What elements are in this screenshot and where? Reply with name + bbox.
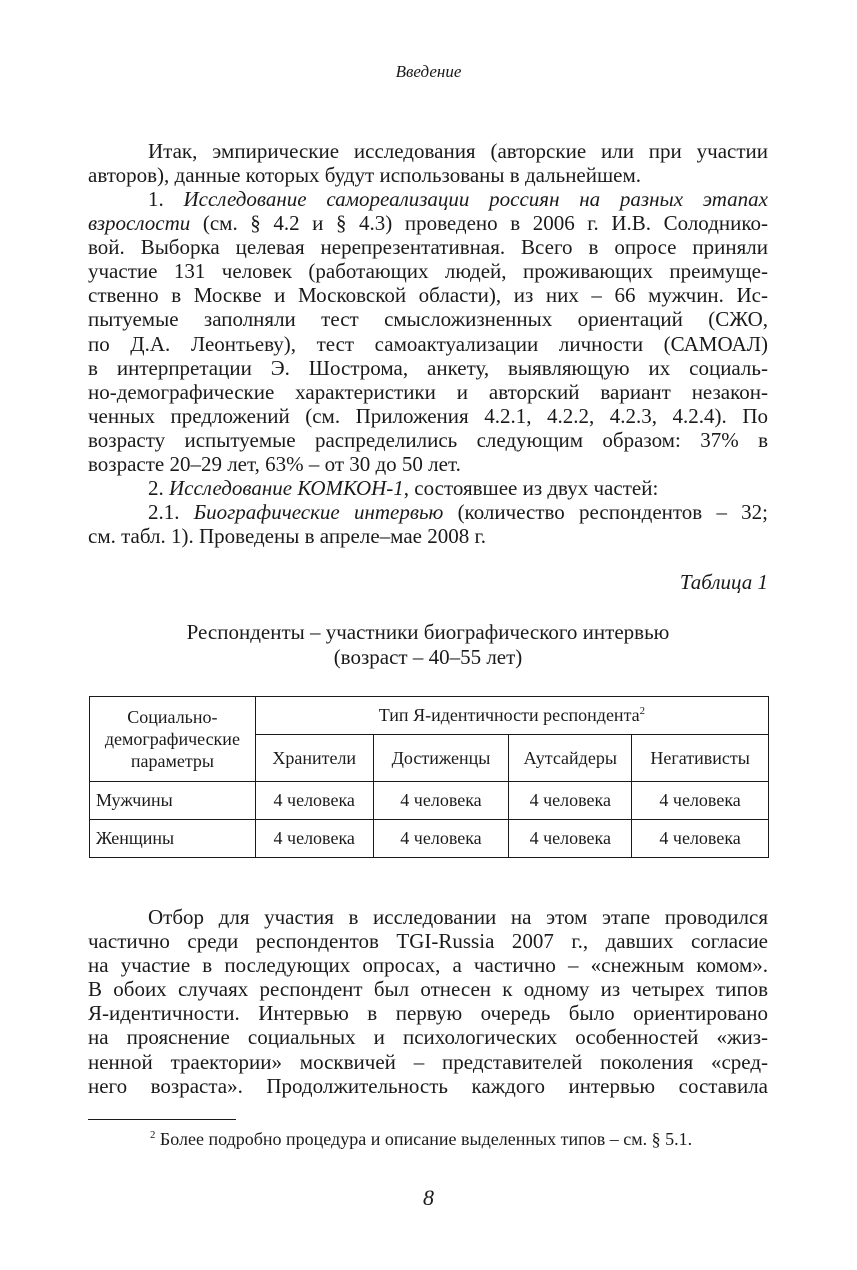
- footnote-ref: 2: [639, 705, 646, 717]
- text-line: [88, 953, 768, 977]
- row-header-line: Социально-: [127, 707, 218, 727]
- text-line: [88, 1025, 768, 1049]
- paragraph-study-2-1: [88, 500, 768, 548]
- text-line: [88, 452, 768, 476]
- text-run: вой. Выборка целевая нерепрезентативная. Всего в опросе приняли: [88, 235, 768, 260]
- text-line: [88, 307, 768, 331]
- table-cell: 4 человека: [255, 820, 373, 858]
- text-run: Отбор для участия в исследовании на этом этапе проводился: [148, 905, 768, 929]
- text-line: [88, 476, 768, 500]
- text-run: (количество респондентов – 32;: [443, 500, 768, 524]
- paragraph-study-1: [88, 187, 768, 476]
- footnote: [150, 1128, 768, 1150]
- footnote-rule: [88, 1119, 236, 1120]
- text-run: 2.1.: [148, 500, 194, 524]
- text-run: в интерпретации Э. Шострома, анкету, выявляющую их социаль-: [88, 355, 768, 380]
- text-run: ненной траектории» москвичей – представителей поколения «сред-: [88, 1049, 768, 1074]
- italic-text: Биографические интервью: [193, 500, 444, 524]
- text-run: , состоявшее из двух частей:: [403, 476, 659, 500]
- table-cell: 4 человека: [373, 782, 509, 820]
- paragraph-study-2: [88, 476, 768, 500]
- text-line: [88, 929, 768, 953]
- group-header-cell: [255, 697, 768, 735]
- text-line: [88, 187, 768, 211]
- text-line: [88, 977, 768, 1001]
- row-header-line: параметры: [130, 751, 214, 771]
- column-header: Негативисты: [632, 735, 769, 782]
- paragraph-selection: [88, 905, 768, 1098]
- text-line: [88, 380, 768, 404]
- text-run: пытуемые заполняли тест смысложизненных ориентаций (СЖО,: [88, 307, 768, 332]
- text-run: Итак, эмпирические исследования (авторские или при участии: [148, 139, 768, 163]
- text-run: см. табл. 1). Проведены в апреле–мае 2008 г.: [88, 524, 486, 549]
- table-caption-line: Респонденты – участники биографического интервью: [186, 620, 670, 644]
- text-line: [88, 259, 768, 283]
- text-line: [88, 163, 768, 187]
- italic-text: взрослости: [88, 211, 191, 236]
- table-cell: 4 человека: [255, 782, 373, 820]
- text-line: [88, 332, 768, 356]
- text-run: В обоих случаях респондент был отнесен к одному из четырех типов: [88, 977, 768, 1002]
- text-run: него возраста». Продолжительность каждого интервью составила: [88, 1073, 768, 1098]
- text-run: 2.: [148, 476, 169, 500]
- italic-text: Исследование самореализации россиян на разных этапах: [183, 187, 769, 211]
- text-line: [88, 524, 768, 548]
- table-cell: 4 человека: [632, 820, 769, 858]
- text-run: частично среди респондентов TGI-Russia 2007 г., давших согласие: [88, 929, 768, 954]
- text-run: возрасту испытуемые распределились следующим образом: 37% в: [88, 427, 768, 452]
- text-line: [88, 235, 768, 259]
- footnote-marker: 2: [150, 1129, 156, 1141]
- text-line: [88, 283, 768, 307]
- text-line: [88, 500, 768, 524]
- text-line: [88, 905, 768, 929]
- table-cell: 4 человека: [373, 820, 509, 858]
- table-cell: 4 человека: [509, 820, 632, 858]
- text-run: 1.: [148, 187, 184, 211]
- column-header: Хранители: [255, 735, 373, 782]
- text-run: но-демографические характеристики и авторский вариант незакон-: [88, 379, 768, 404]
- text-line: [88, 404, 768, 428]
- row-header-cell: [90, 697, 256, 782]
- row-label: Женщины: [90, 820, 256, 858]
- respondents-table: [89, 696, 769, 858]
- text-line: [88, 428, 768, 452]
- column-header: Достиженцы: [373, 735, 509, 782]
- text-run: на прояснение социальных и психологических особенностей «жиз-: [88, 1025, 768, 1050]
- text-line: [88, 356, 768, 380]
- text-run: по Д.А. Леонтьеву), тест самоактуализации личности (САМОАЛ): [88, 331, 768, 356]
- text-run: на участие в последующих опросах, а частично – «снежным комом».: [88, 953, 768, 978]
- table-label: Таблица 1: [679, 570, 768, 594]
- text-line: [88, 1074, 768, 1098]
- text-line: [88, 211, 768, 235]
- table-caption-line: (возраст – 40–55 лет): [333, 645, 523, 669]
- italic-text: Исследование КОМКОН-1: [169, 476, 404, 500]
- group-header-text: Тип Я-идентичности респондента: [378, 705, 640, 725]
- text-run: участие 131 человек (работающих людей, проживающих преимуще-: [88, 259, 768, 284]
- column-header: Аутсайдеры: [509, 735, 632, 782]
- running-head: Введение: [395, 62, 462, 81]
- table-caption: [88, 620, 768, 670]
- text-run: ственно в Москве и Московской области), из них – 66 мужчин. Ис-: [88, 283, 768, 308]
- table-row: [90, 782, 769, 820]
- text-line: [88, 1001, 768, 1025]
- text-run: Я-идентичности. Интервью в первую очередь было ориентировано: [88, 1001, 768, 1026]
- table-row: [90, 820, 769, 858]
- text-line: [88, 139, 768, 163]
- footnote-text: Более подробно процедура и описание выделенных типов – см. § 5.1.: [159, 1129, 693, 1149]
- text-run: авторов), данные которых будут использованы в дальнейшем.: [88, 163, 642, 188]
- text-run: возрасте 20–29 лет, 63% – от 30 до 50 лет.: [88, 452, 461, 477]
- row-header-line: демографические: [104, 729, 240, 749]
- row-label: Мужчины: [90, 782, 256, 820]
- page-number: 8: [423, 1185, 434, 1210]
- text-run: ченных предложений (см. Приложения 4.2.1, 4.2.2, 4.2.3, 4.2.4). По: [88, 403, 768, 428]
- text-line: [88, 1050, 768, 1074]
- table-cell: 4 человека: [509, 782, 632, 820]
- paragraph-intro: [88, 139, 768, 187]
- table-cell: 4 человека: [632, 782, 769, 820]
- text-run: (см. § 4.2 и § 4.3) проведено в 2006 г. И.В. Солоднико-: [190, 211, 768, 236]
